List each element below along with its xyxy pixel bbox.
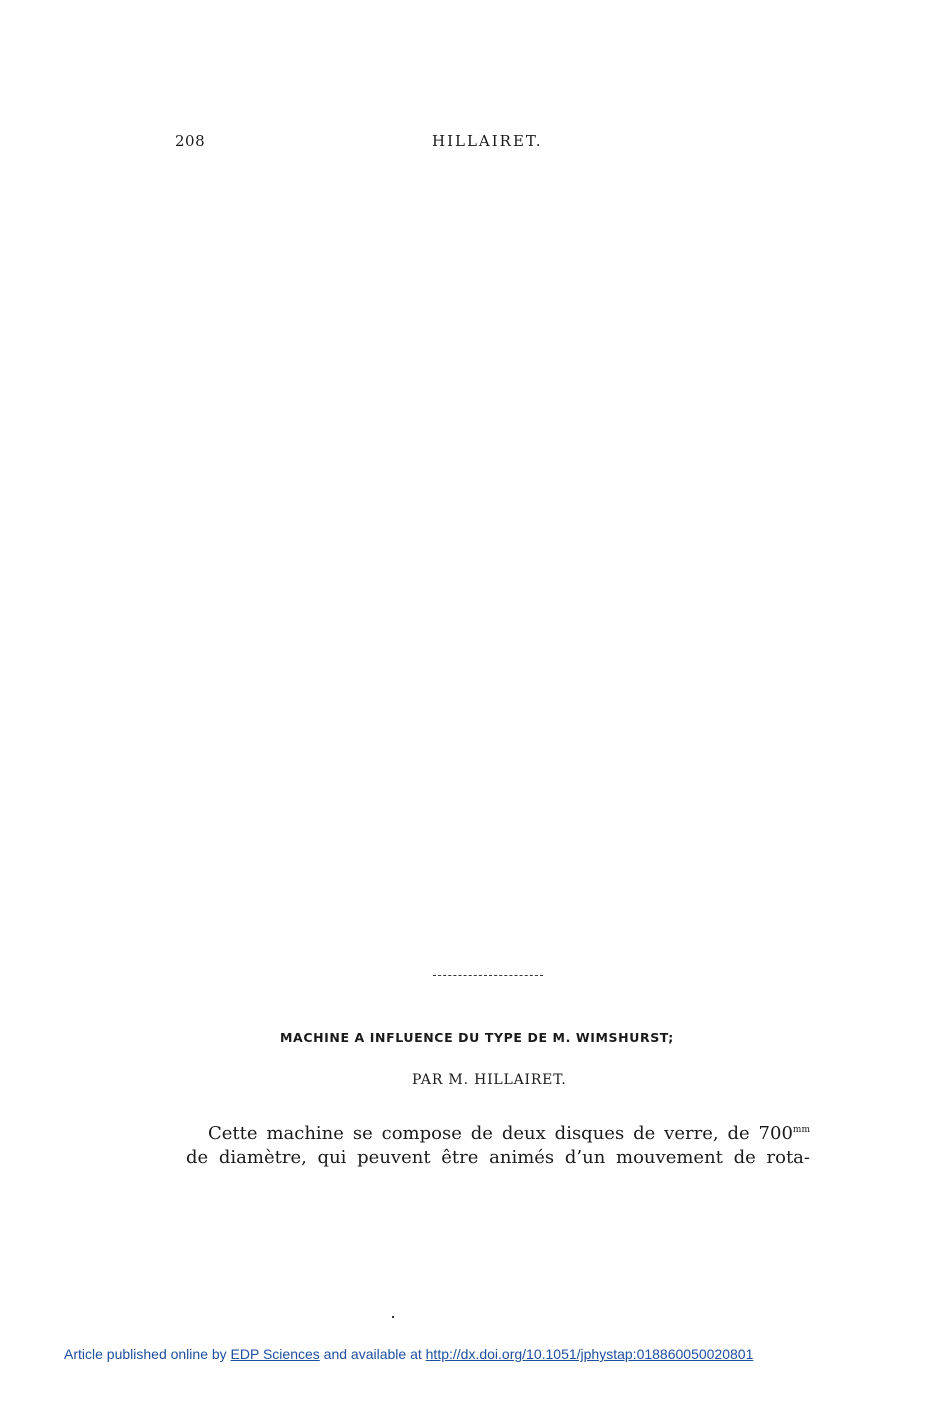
body-line-2: de diamètre, qui peuvent être animés d’un mouvement de rota-	[186, 1147, 810, 1168]
page-number: 208	[175, 132, 206, 150]
section-separator	[433, 975, 543, 976]
article-byline: PAR M. HILLAIRET.	[412, 1072, 567, 1088]
article-title: MACHINE A INFLUENCE DU TYPE DE M. WIMSHURST;	[280, 1030, 674, 1045]
publisher-link[interactable]: EDP Sciences	[230, 1346, 320, 1362]
body-paragraph	[186, 1118, 810, 1170]
footer-prefix: Article published online by	[64, 1346, 231, 1362]
article-body	[186, 1118, 810, 1170]
footer-middle: and available at	[319, 1346, 426, 1362]
stray-mark	[392, 1316, 394, 1318]
unit-superscript: mm	[792, 1125, 810, 1135]
body-line-1-text: Cette machine se compose de deux disques de verre, de 700	[208, 1123, 793, 1144]
footer-notice	[64, 1346, 753, 1362]
body-line-1	[186, 1118, 810, 1146]
running-head: HILLAIRET.	[432, 132, 543, 150]
doi-link[interactable]: http://dx.doi.org/10.1051/jphystap:018860050020801	[425, 1346, 754, 1362]
